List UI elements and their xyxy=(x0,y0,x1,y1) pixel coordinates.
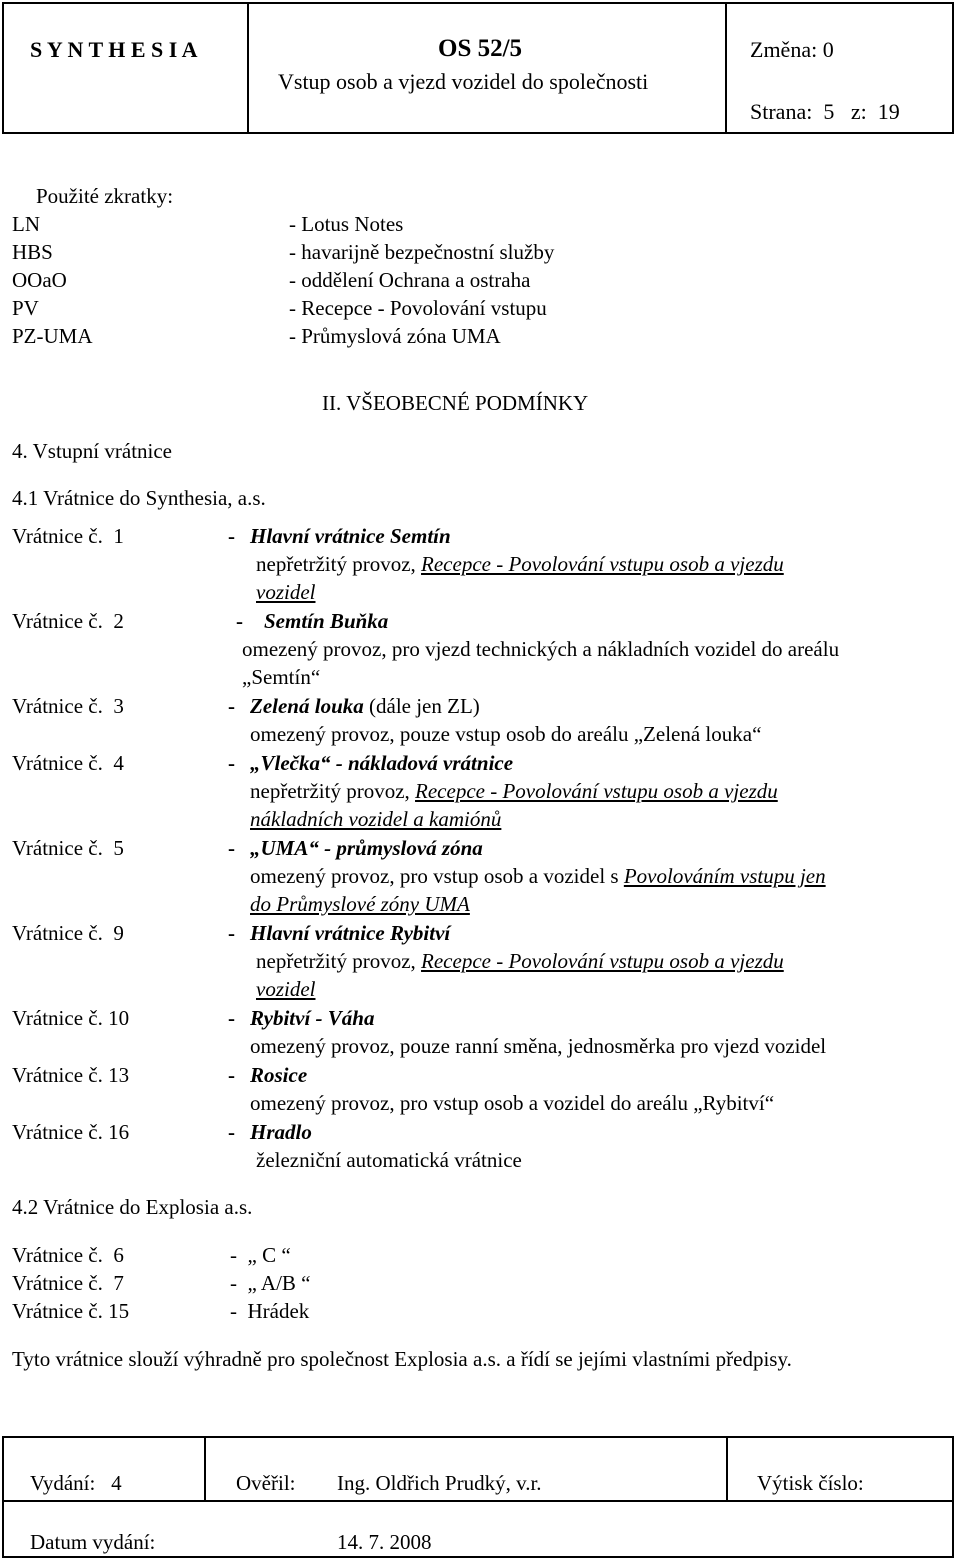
abbrev-desc-4: - Průmyslová zóna UMA xyxy=(289,324,501,348)
gate-name: „Vlečka“ - nákladová vrátnice xyxy=(250,751,514,775)
gate-name: Hlavní vrátnice Rybitví xyxy=(250,921,451,945)
footer-divider xyxy=(204,1438,206,1500)
document-title: Vstup osob a vjezd vozidel do společnosti xyxy=(278,69,649,94)
company-name: S Y N T H E S I A xyxy=(30,37,198,62)
gate-detail-link-cont[interactable]: do Průmyslové zóny UMA xyxy=(250,892,470,916)
gate-detail: omezený provoz, pro vstup osob a vozidel do areálu „Rybitví“ xyxy=(250,1091,775,1115)
gate-label: Vrátnice č. 10 xyxy=(12,1006,130,1030)
gate-detail xyxy=(256,550,784,578)
change-value: 0 xyxy=(822,37,834,62)
gate-detail xyxy=(250,862,826,890)
gate-detail-link-cont[interactable]: vozidel xyxy=(256,977,316,1001)
explosia-gate-value: - Hrádek xyxy=(230,1299,310,1323)
gate-detail-link-cont[interactable]: nákladních vozidel a kamiónů xyxy=(250,807,502,831)
page-label: Strana: xyxy=(750,99,813,124)
gate-detail: železniční automatická vrátnice xyxy=(256,1148,522,1172)
section-title: II. VŠEOBECNÉ PODMÍNKY xyxy=(322,391,589,415)
gate-detail-cont: „Semtín“ xyxy=(242,665,321,689)
gate-detail-link[interactable]: Povolováním vstupu jen xyxy=(623,864,826,888)
gate-name-line xyxy=(250,692,480,720)
gate-dash: - xyxy=(228,694,235,718)
gate-dash: - xyxy=(228,524,235,548)
gate-detail-text: nepřetržitý provoz, xyxy=(256,949,422,973)
of-label: z: xyxy=(850,99,867,124)
gate-label: Vrátnice č. 5 xyxy=(12,836,124,860)
change-label: Změna: xyxy=(750,37,818,62)
subsection-41-title: 4.1 Vrátnice do Synthesia, a.s. xyxy=(12,486,266,510)
explosia-gate-label: Vrátnice č. 6 xyxy=(12,1243,124,1267)
gate-detail-link-cont[interactable]: vozidel xyxy=(256,580,316,604)
header-company-cell xyxy=(4,4,249,132)
abbrev-abbr-2: OOaO xyxy=(12,268,67,292)
footer-issue xyxy=(30,1469,122,1497)
gate-detail-link[interactable]: Recepce - Povolování vstupu osob a vjezdu xyxy=(421,552,784,576)
gate-dash: - xyxy=(228,921,235,945)
gate-name: Hlavní vrátnice Semtín xyxy=(250,524,451,548)
abbrev-desc-2: - oddělení Ochrana a ostraha xyxy=(289,268,531,292)
gate-dash: - xyxy=(228,1006,235,1030)
gate-detail: omezený provoz, pouze vstup osob do areálu „Zelená louka“ xyxy=(250,722,762,746)
of-value: 19 xyxy=(877,99,900,124)
page-value: 5 xyxy=(823,99,835,124)
gate-detail-text: omezený provoz, pro vstup osob a vozidel s xyxy=(250,864,624,888)
gate-name: Rosice xyxy=(250,1063,308,1087)
closing-text: Tyto vrátnice slouží výhradně pro společnost Explosia a.s. a řídí se jejími vlastními předpisy. xyxy=(12,1347,792,1371)
gate-dash: - xyxy=(228,1063,235,1087)
page-field xyxy=(750,98,900,126)
gate-detail: omezený provoz, pro vjezd technických a nákladních vozidel do areálu xyxy=(242,637,840,661)
footer-date-label: Datum vydání: xyxy=(30,1530,156,1554)
abbrev-abbr-4: PZ-UMA xyxy=(12,324,93,348)
gate-label: Vrátnice č. 4 xyxy=(12,751,124,775)
abbrev-abbr-1: HBS xyxy=(12,240,53,264)
footer-verified-value: Ing. Oldřich Prudký, v.r. xyxy=(337,1471,542,1495)
gate-dash: - xyxy=(228,751,235,775)
change-field xyxy=(750,36,834,64)
gate-name: Hradlo xyxy=(250,1120,312,1144)
subsection-42-title: 4.2 Vrátnice do Explosia a.s. xyxy=(12,1195,253,1219)
gate-label: Vrátnice č. 2 xyxy=(12,609,124,633)
gate-label: Vrátnice č. 1 xyxy=(12,524,124,548)
gate-dash: - xyxy=(228,1120,235,1144)
issue-label: Vydání: xyxy=(30,1471,96,1495)
footer-row-divider xyxy=(4,1500,952,1502)
gate-dash: - xyxy=(228,836,235,860)
gate-label: Vrátnice č. 9 xyxy=(12,921,124,945)
footer-verified-label: Ověřil: xyxy=(236,1471,296,1495)
gate-detail xyxy=(256,947,784,975)
gate-name-suffix: (dále jen ZL) xyxy=(363,694,480,718)
explosia-gate-label: Vrátnice č. 7 xyxy=(12,1271,124,1295)
gate-label: Vrátnice č. 16 xyxy=(12,1120,130,1144)
explosia-gate-value: - „ C “ xyxy=(230,1243,291,1267)
gate-detail-text: nepřetržitý provoz, xyxy=(256,552,422,576)
gate-detail: omezený provoz, pouze ranní směna, jednosměrka pro vjezd vozidel xyxy=(250,1034,827,1058)
gate-name: Zelená louka xyxy=(250,694,364,718)
issue-value: 4 xyxy=(111,1471,122,1495)
gate-label: Vrátnice č. 3 xyxy=(12,694,124,718)
abbrev-desc-1: - havarijně bezpečnostní služby xyxy=(289,240,555,264)
gate-detail-link[interactable]: Recepce - Povolování vstupu osob a vjezdu xyxy=(415,779,778,803)
gate-label: Vrátnice č. 13 xyxy=(12,1063,130,1087)
abbrev-abbr-3: PV xyxy=(12,296,39,320)
abbrev-desc-3: - Recepce - Povolování vstupu xyxy=(289,296,547,320)
document-code: OS 52/5 xyxy=(438,35,523,62)
explosia-gate-label: Vrátnice č. 15 xyxy=(12,1299,130,1323)
gate-detail-text: nepřetržitý provoz, xyxy=(250,779,416,803)
gate-detail xyxy=(250,777,778,805)
abbrev-abbr-0: LN xyxy=(12,212,40,236)
subsection-4-title: 4. Vstupní vrátnice xyxy=(12,439,173,463)
abbrev-desc-0: - Lotus Notes xyxy=(289,212,404,236)
gate-name: Rybitví - Váha xyxy=(250,1006,375,1030)
footer-date-value: 14. 7. 2008 xyxy=(337,1530,432,1554)
abbrev-title: Použité zkratky: xyxy=(36,184,174,208)
gate-dash: - xyxy=(236,609,243,633)
gate-detail-link[interactable]: Recepce - Povolování vstupu osob a vjezdu xyxy=(421,949,784,973)
gate-name: Semtín Buňka xyxy=(264,609,389,633)
footer-copy-label: Výtisk číslo: xyxy=(757,1471,864,1495)
footer-divider xyxy=(726,1438,728,1500)
explosia-gate-value: - „ A/B “ xyxy=(230,1271,311,1295)
gate-name: „UMA“ - průmyslová zóna xyxy=(250,836,483,860)
